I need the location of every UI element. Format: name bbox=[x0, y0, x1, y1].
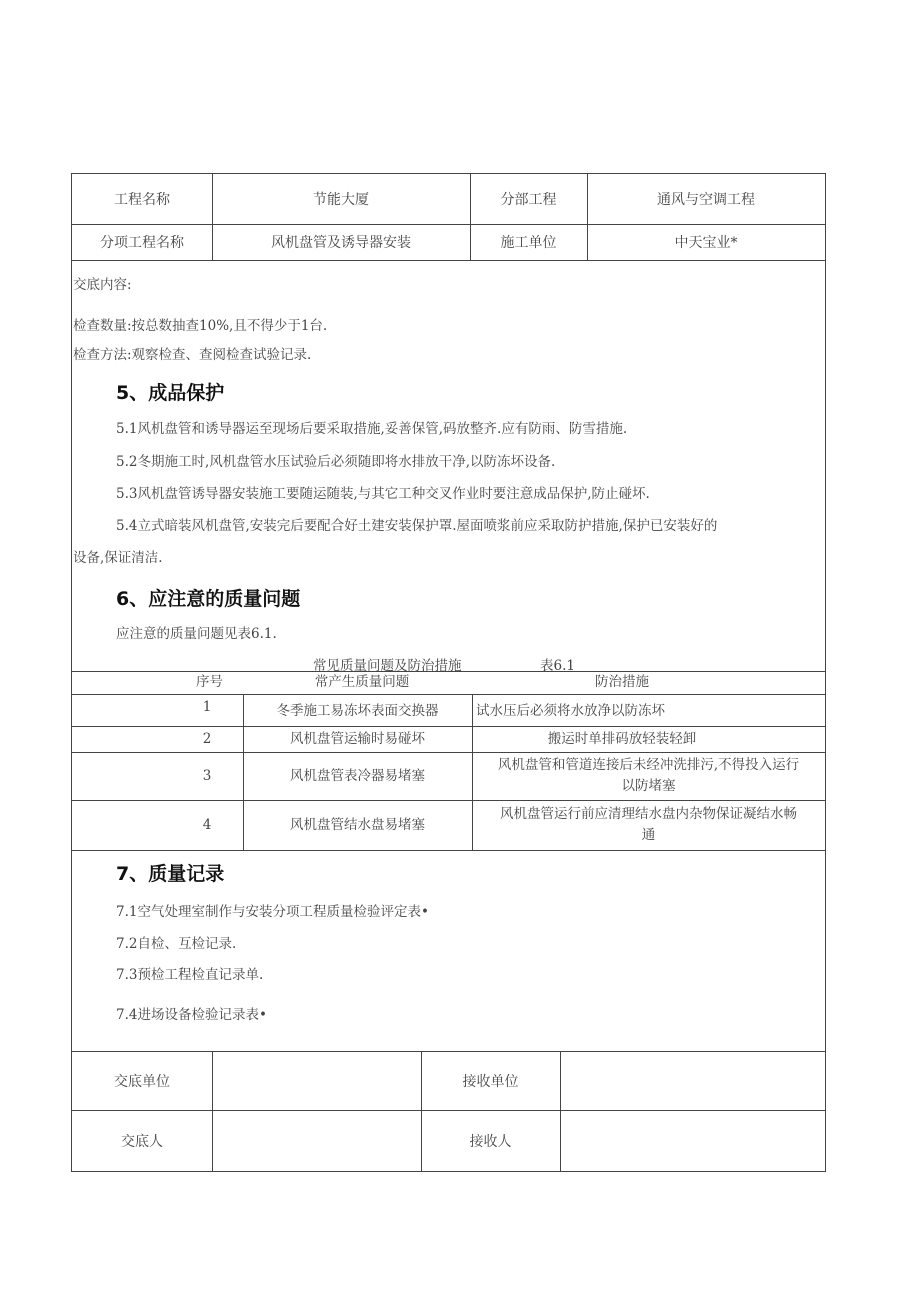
division-value: 通风与空调工程 bbox=[657, 192, 755, 208]
section-5-title: 5、成品保护 bbox=[116, 382, 225, 404]
table-row-3-measure-line2: 以防堵塞 bbox=[621, 778, 676, 794]
table-row-4-measure bbox=[472, 804, 825, 846]
project-name-label: 工程名称 bbox=[114, 192, 170, 208]
intro-label: 交底内容: bbox=[73, 277, 132, 293]
receiver-field[interactable] bbox=[560, 1110, 825, 1172]
table-row-2-measure: 搬运时单排码放轻装轻卸 bbox=[547, 730, 697, 747]
issuer-unit-field[interactable] bbox=[212, 1051, 421, 1110]
table-header-problem: 常产生质量问题 bbox=[314, 674, 410, 690]
section-5-p1: 5.1风机盘管和诱导器运至现场后要采取措施,妥善保管,码放整齐.应有防雨、防雪措施. bbox=[116, 421, 628, 437]
contractor-value: 中天宝业* bbox=[674, 235, 738, 251]
table-header-measure: 防治措施 bbox=[595, 674, 649, 690]
issuer-label: 交底人 bbox=[121, 1134, 163, 1150]
receiver-unit-label: 接收单位 bbox=[462, 1073, 519, 1090]
subdivision-label: 分项工程名称 bbox=[100, 235, 184, 251]
receiver-unit-field[interactable] bbox=[560, 1051, 825, 1110]
section-7-item-3: 7.3预检工程检直记录单. bbox=[116, 967, 264, 983]
table-row-3-measure bbox=[472, 755, 825, 797]
table-row-1-problem: 冬季施工易冻坏表面交换器 bbox=[276, 702, 439, 719]
section-7-item-2: 7.2自检、互检记录. bbox=[116, 936, 237, 952]
section-5-p2: 5.2冬期施工时,风机盘管水压试验后必须随即将水排放干净,以防冻坏设备. bbox=[116, 454, 556, 470]
table-row-4-problem: 风机盘管结水盘易堵塞 bbox=[290, 816, 425, 833]
table-number: 表6.1 bbox=[540, 658, 575, 674]
table-bottom-border bbox=[72, 850, 825, 851]
section-6-title: 6、应注意的质量问题 bbox=[116, 588, 301, 610]
table-row-2-no: 2 bbox=[202, 730, 212, 747]
section-5-p3: 5.3风机盘管诱导器安装施工要随运随装,与其它工种交叉作业时要注意成品保护,防止碰坏. bbox=[116, 486, 650, 502]
disclosure-form bbox=[71, 173, 826, 1172]
table-row-4-measure-line2: 通 bbox=[641, 827, 656, 843]
check-method: 检查方法:观察检查、查阅检查试验记录. bbox=[73, 347, 312, 363]
table-row-2-problem: 风机盘管运输时易碰坏 bbox=[290, 730, 425, 747]
contractor-label: 施工单位 bbox=[500, 235, 557, 251]
check-quantity: 检查数量:按总数抽查10%,且不得少于1台. bbox=[73, 318, 328, 334]
table-row-4-measure-line1: 风机盘管运行前应清理结水盘内杂物保证凝结水畅 bbox=[500, 806, 797, 822]
section-6-intro: 应注意的质量问题见表6.1. bbox=[116, 626, 277, 642]
project-name-value: 节能大厦 bbox=[313, 192, 369, 208]
section-7-item-4: 7.4进场设备检验记录表• bbox=[116, 1007, 267, 1023]
table-row-1-measure: 试水压后必须将水放净以防冻坏 bbox=[476, 702, 665, 719]
table-header-no: 序号 bbox=[196, 674, 223, 690]
header-bottom-border bbox=[72, 260, 825, 261]
table-row-1-no: 1 bbox=[202, 698, 212, 715]
section-5-p4-line1: 5.4立式暗装风机盘管,安装完后要配合好土建安装保护罩.屋面喷浆前应采取防护措施,保护已安装好的 bbox=[116, 518, 718, 534]
table-caption: 常见质量问题及防治措施 bbox=[313, 658, 462, 674]
table-row-3-measure-line1: 风机盘管和管道连接后未经冲洗排污,不得投入运行 bbox=[497, 757, 800, 773]
table-header-border bbox=[72, 694, 825, 695]
table-row-3-problem: 风机盘管表冷器易堵塞 bbox=[290, 767, 425, 784]
issuer-field[interactable] bbox=[212, 1110, 421, 1172]
section-7-title: 7、质量记录 bbox=[116, 863, 225, 885]
division-label: 分部工程 bbox=[500, 192, 557, 208]
table-row-3-no: 3 bbox=[202, 767, 212, 784]
section-7-item-1: 7.1空气处理室制作与安装分项工程质量检验评定表• bbox=[116, 904, 429, 920]
section-5-p4-line2: 设备,保证清洁. bbox=[73, 550, 163, 566]
table-row-4-no: 4 bbox=[202, 816, 212, 833]
receiver-label: 接收人 bbox=[469, 1134, 512, 1150]
issuer-unit-label: 交底单位 bbox=[114, 1073, 170, 1090]
subdivision-value: 风机盘管及诱导器安装 bbox=[271, 235, 411, 251]
